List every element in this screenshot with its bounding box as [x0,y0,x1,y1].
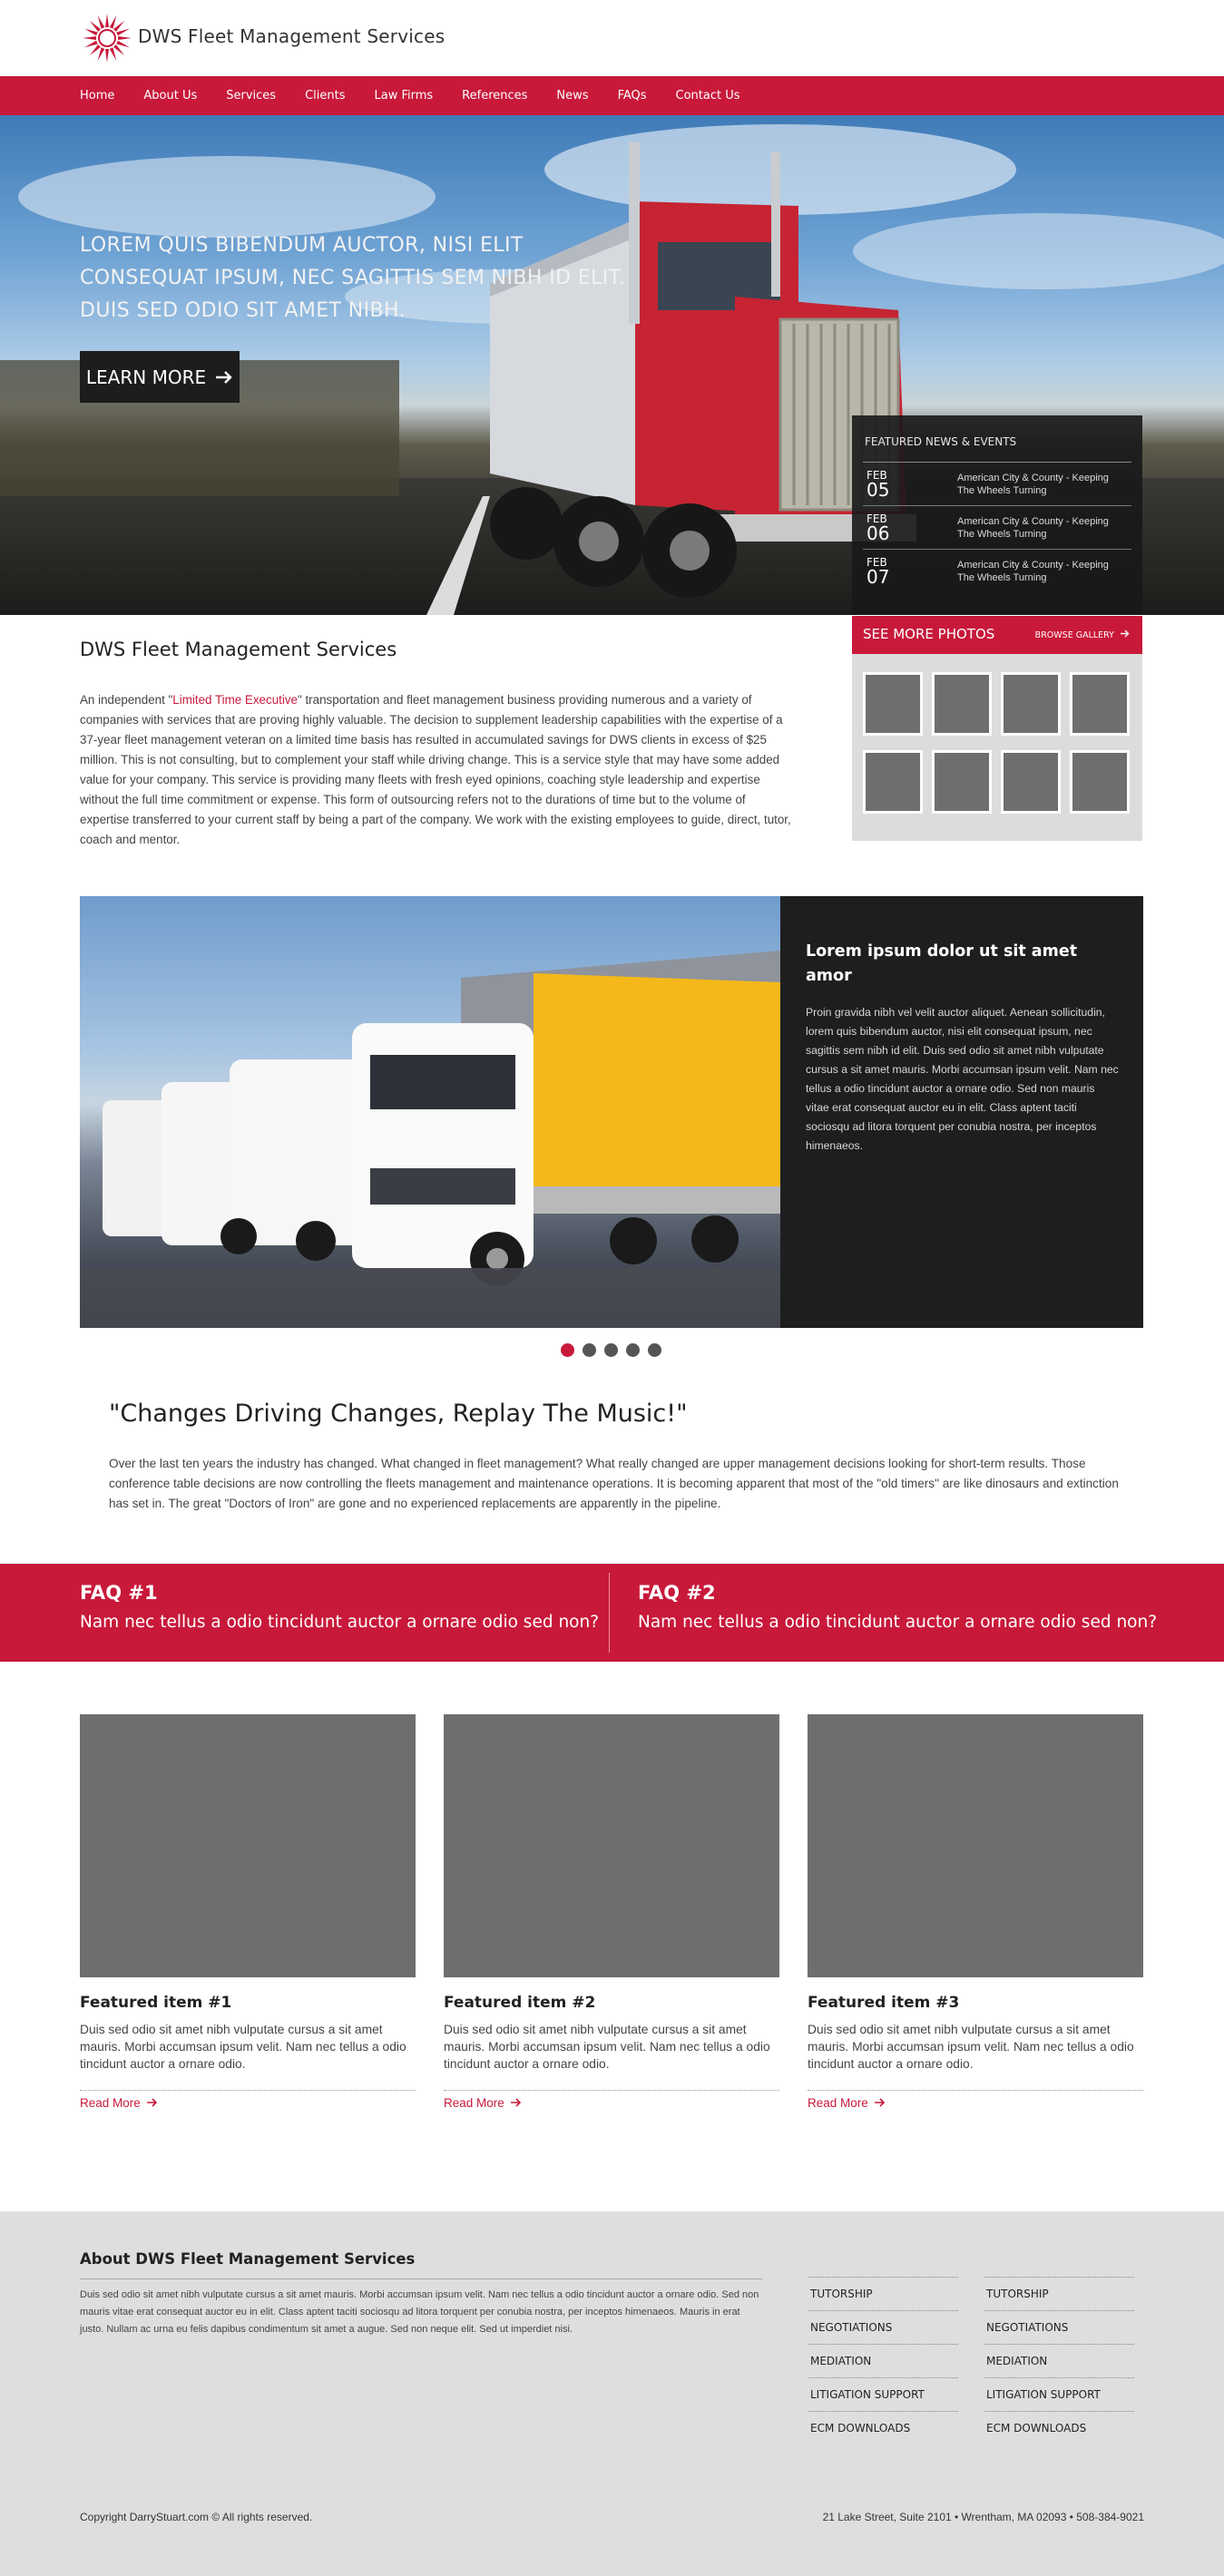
nav-item-services[interactable]: Services [226,89,277,102]
featured-item-divider [444,2090,779,2091]
featured-item-text: Duis sed odio sit amet nibh vulputate cursus a sit amet mauris. Morbi accumsan ipsum velit. Nam nec tellus a odio tincidunt auctor a ornare odio. [80,2023,406,2071]
footer-link-mediation[interactable]: MEDIATION [808,2344,958,2377]
news-date [867,557,957,586]
intro-text-after: " transportation and fleet management business providing numerous and a variety of companies with services that are proving highly valuable. The decision to supplement leadership capabilities with the expertise of a 37-year fleet management veteran on a limited time basis has resulted in accumulated savings for DWS clients in excess of $25 million. This is not consulting, but to complement your staff while driving change. This is a service style that may have some added value for your company. This service is providing many fleets with fresh eyed opinions, coaching style leadership and expertise without the full time commitment or expense. This form of outsourcing refers not to the durations of time but to the volume of expertise transferred to your current staff by being a part of the company. We work with the existing employees to guide, direct, tutor, coach and mentor. [80,693,791,846]
learn-more-button[interactable] [80,351,240,403]
featured-item-image[interactable] [444,1714,779,1977]
featured-item-image[interactable] [80,1714,416,1977]
news-day: 07 [867,566,890,588]
read-more-label: Read More [80,2096,141,2110]
see-more-photos-title: SEE MORE PHOTOS [863,626,995,642]
browse-gallery-label: BROWSE GALLERY [1034,630,1114,640]
footer-link-litigation-support[interactable]: LITIGATION SUPPORT [984,2377,1134,2411]
footer-link-negotiations[interactable]: NEGOTIATIONS [984,2310,1134,2344]
read-more-link[interactable] [444,2096,522,2110]
arrow-right-icon [511,2098,522,2107]
footer-link-ecm-downloads[interactable]: ECM DOWNLOADS [984,2411,1134,2444]
footer-link-litigation-support[interactable]: LITIGATION SUPPORT [808,2377,958,2411]
featured-news-panel [852,415,1142,615]
intro-title: DWS Fleet Management Services [80,639,397,660]
gallery-thumbnail[interactable] [1070,750,1130,814]
site-footer [0,2211,1224,2576]
faq-label: FAQ #1 [80,1582,158,1604]
learn-more-label: LEARN MORE [85,366,207,388]
news-date [867,513,957,542]
news-item[interactable] [863,506,1131,550]
browse-gallery-link[interactable] [1035,629,1130,640]
slider-pagination [561,1343,670,1357]
featured-item-2 [444,1714,779,2112]
featured-item-text: Duis sed odio sit amet nibh vulputate cursus a sit amet mauris. Morbi accumsan ipsum velit. Nam nec tellus a odio tincidunt auctor a ornare odio. [444,2023,770,2071]
footer-link-negotiations[interactable]: NEGOTIATIONS [808,2310,958,2344]
news-day: 05 [867,478,890,501]
slider-dot[interactable] [561,1343,574,1357]
faq-question: Nam nec tellus a odio tincidunt auctor a ornare odio sed non? [80,1613,600,1632]
gallery-thumbnail[interactable] [863,750,923,814]
footer-about-title: About DWS Fleet Management Services [80,2250,762,2279]
trucks-fleet-image [80,896,780,1328]
gallery-thumbnail[interactable] [1070,672,1130,736]
footer-links-col-1 [808,2277,958,2444]
slider-text-panel [780,896,1143,1328]
featured-news-title: FEATURED NEWS & EVENTS [863,435,1131,463]
featured-item-title[interactable]: Featured item #1 [80,1994,232,2012]
news-date [867,470,957,499]
arrow-right-icon [875,2098,886,2107]
faq-item-1[interactable] [80,1582,599,1632]
intro-text-before: An independent " [80,693,173,707]
news-month: FEB [867,556,887,569]
footer-link-tutorship[interactable]: TUTORSHIP [984,2277,1134,2310]
main-nav [0,76,1224,115]
nav-item-about-us[interactable]: About Us [143,89,198,102]
featured-item-title[interactable]: Featured item #3 [808,1994,960,2012]
featured-item-image[interactable] [808,1714,1143,1977]
quote-title: "Changes Driving Changes, Replay The Music!" [109,1400,688,1428]
nav-item-contact-us[interactable]: Contact Us [675,89,740,102]
slider-dot[interactable] [604,1343,618,1357]
news-item[interactable] [863,463,1131,506]
news-text: American City & County - Keeping The Wheels Turning [957,515,1109,540]
slider-dot[interactable] [626,1343,640,1357]
featured-item-1 [80,1714,416,2112]
gallery-thumbnail[interactable] [863,672,923,736]
hero-headline: LOREM QUIS BIBENDUM AUCTOR, NISI ELIT CONSEQUAT IPSUM, NEC SAGITTIS SEM NIBH ID ELIT. DUIS SED ODIO SIT AMET NIBH. [80,234,626,322]
hero-banner [0,115,1224,615]
slider-dot[interactable] [648,1343,661,1357]
slider-heading: Lorem ipsum dolor ut sit amet amor [806,942,1078,985]
footer-link-mediation[interactable]: MEDIATION [984,2344,1134,2377]
gallery-thumbnail[interactable] [932,750,992,814]
footer-links-col-2 [984,2277,1134,2444]
faq-item-2[interactable] [638,1582,1157,1632]
featured-item-divider [808,2090,1143,2091]
featured-item-title[interactable]: Featured item #2 [444,1994,596,2012]
featured-item-divider [80,2090,416,2091]
featured-item-3 [808,1714,1143,2112]
nav-item-clients[interactable]: Clients [305,89,346,102]
gallery-thumbnail[interactable] [1001,672,1061,736]
news-text: American City & County - Keeping The Wheels Turning [957,560,1109,583]
logo-icon[interactable] [80,11,134,65]
nav-item-references[interactable]: References [462,89,528,102]
featured-item-text: Duis sed odio sit amet nibh vulputate cursus a sit amet mauris. Morbi accumsan ipsum velit. Nam nec tellus a odio tincidunt auctor a ornare odio. [808,2023,1134,2071]
quote-text: Over the last ten years the industry has changed. What changed in fleet management? What really changed are upper management decisions looking for short-term results. Those conference table decisions are now controlling the fleets management and maintenance operations. It is becoming apparent that most of the "old timers" are like dinosaurs and extinction has set in. The great "Doctors of Iron" are gone and no experienced replacements are apparently in the pipeline. [109,1457,1119,1510]
arrow-right-icon [1121,629,1130,638]
faq-label: FAQ #2 [638,1582,716,1604]
nav-item-home[interactable]: Home [80,89,115,102]
intro-text [80,690,792,850]
read-more-link[interactable] [80,2096,158,2110]
slider-image [80,896,780,1328]
news-day: 06 [867,522,890,544]
footer-link-tutorship[interactable]: TUTORSHIP [808,2277,958,2310]
read-more-link[interactable] [808,2096,886,2110]
footer-about-text: Duis sed odio sit amet nibh vulputate cursus a sit amet mauris. Morbi accumsan ipsum velit. Nam nec tellus a odio tincidunt auctor a ornare odio. Sed non mauris vitae erat consequat auctor eu in elit. Class aptent taciti sociosqu ad litora torquent per conubia nostra, per inceptos himenaeos. Mauris in erat justo. Nullam ac urna eu felis dapibus condimentum sit amet a augue. Sed non neque elit. Sed ut imperdiet nisi. [80,2289,759,2335]
read-more-label: Read More [808,2096,868,2110]
see-more-photos-bar [852,616,1142,654]
nav-item-news[interactable]: News [556,89,589,102]
arrow-right-icon [215,370,233,385]
news-month: FEB [867,512,887,525]
news-text: American City & County - Keeping The Wheels Turning [957,472,1109,496]
gallery-thumbnail[interactable] [932,672,992,736]
nav-item-law-firms[interactable]: Law Firms [374,89,434,102]
photo-gallery [852,654,1142,841]
copyright-text: Copyright DarryStuart.com © All rights reserved. [80,2511,313,2523]
slider-dot[interactable] [583,1343,596,1357]
gallery-thumbnail[interactable] [1001,750,1061,814]
read-more-label: Read More [444,2096,504,2110]
slider-body: Proin gravida nibh vel velit auctor aliquet. Aenean sollicitudin, lorem quis bibendum auctor, nisi elit consequat ipsum, nec sagittis sem nibh id elit. Duis sed odio sit amet nibh vulputate cursus a sit amet mauris. Morbi accumsan ipsum velit. Nam nec tellus a odio tincidunt auctor a ornare odio. Sed non mauris vitae erat consequat auctor eu in elit. Class aptent taciti sociosqu ad litora torquent per conubia nostra, per inceptos himenaeos. [806,1006,1119,1152]
arrow-right-icon [147,2098,158,2107]
footer-link-ecm-downloads[interactable]: ECM DOWNLOADS [808,2411,958,2444]
nav-item-faqs[interactable]: FAQs [617,89,647,102]
faq-divider [609,1573,610,1653]
brand-name[interactable]: DWS Fleet Management Services [138,25,446,47]
intro-highlight-link[interactable]: Limited Time Executive [172,693,298,707]
faq-banner [0,1564,1224,1662]
address-text: 21 Lake Street, Suite 2101 • Wrentham, MA 02093 • 508-384-9021 [822,2511,1144,2523]
news-item[interactable] [863,550,1131,593]
site-header [0,0,1224,76]
news-month: FEB [867,468,887,482]
faq-question: Nam nec tellus a odio tincidunt auctor a ornare odio sed non? [638,1613,1158,1632]
